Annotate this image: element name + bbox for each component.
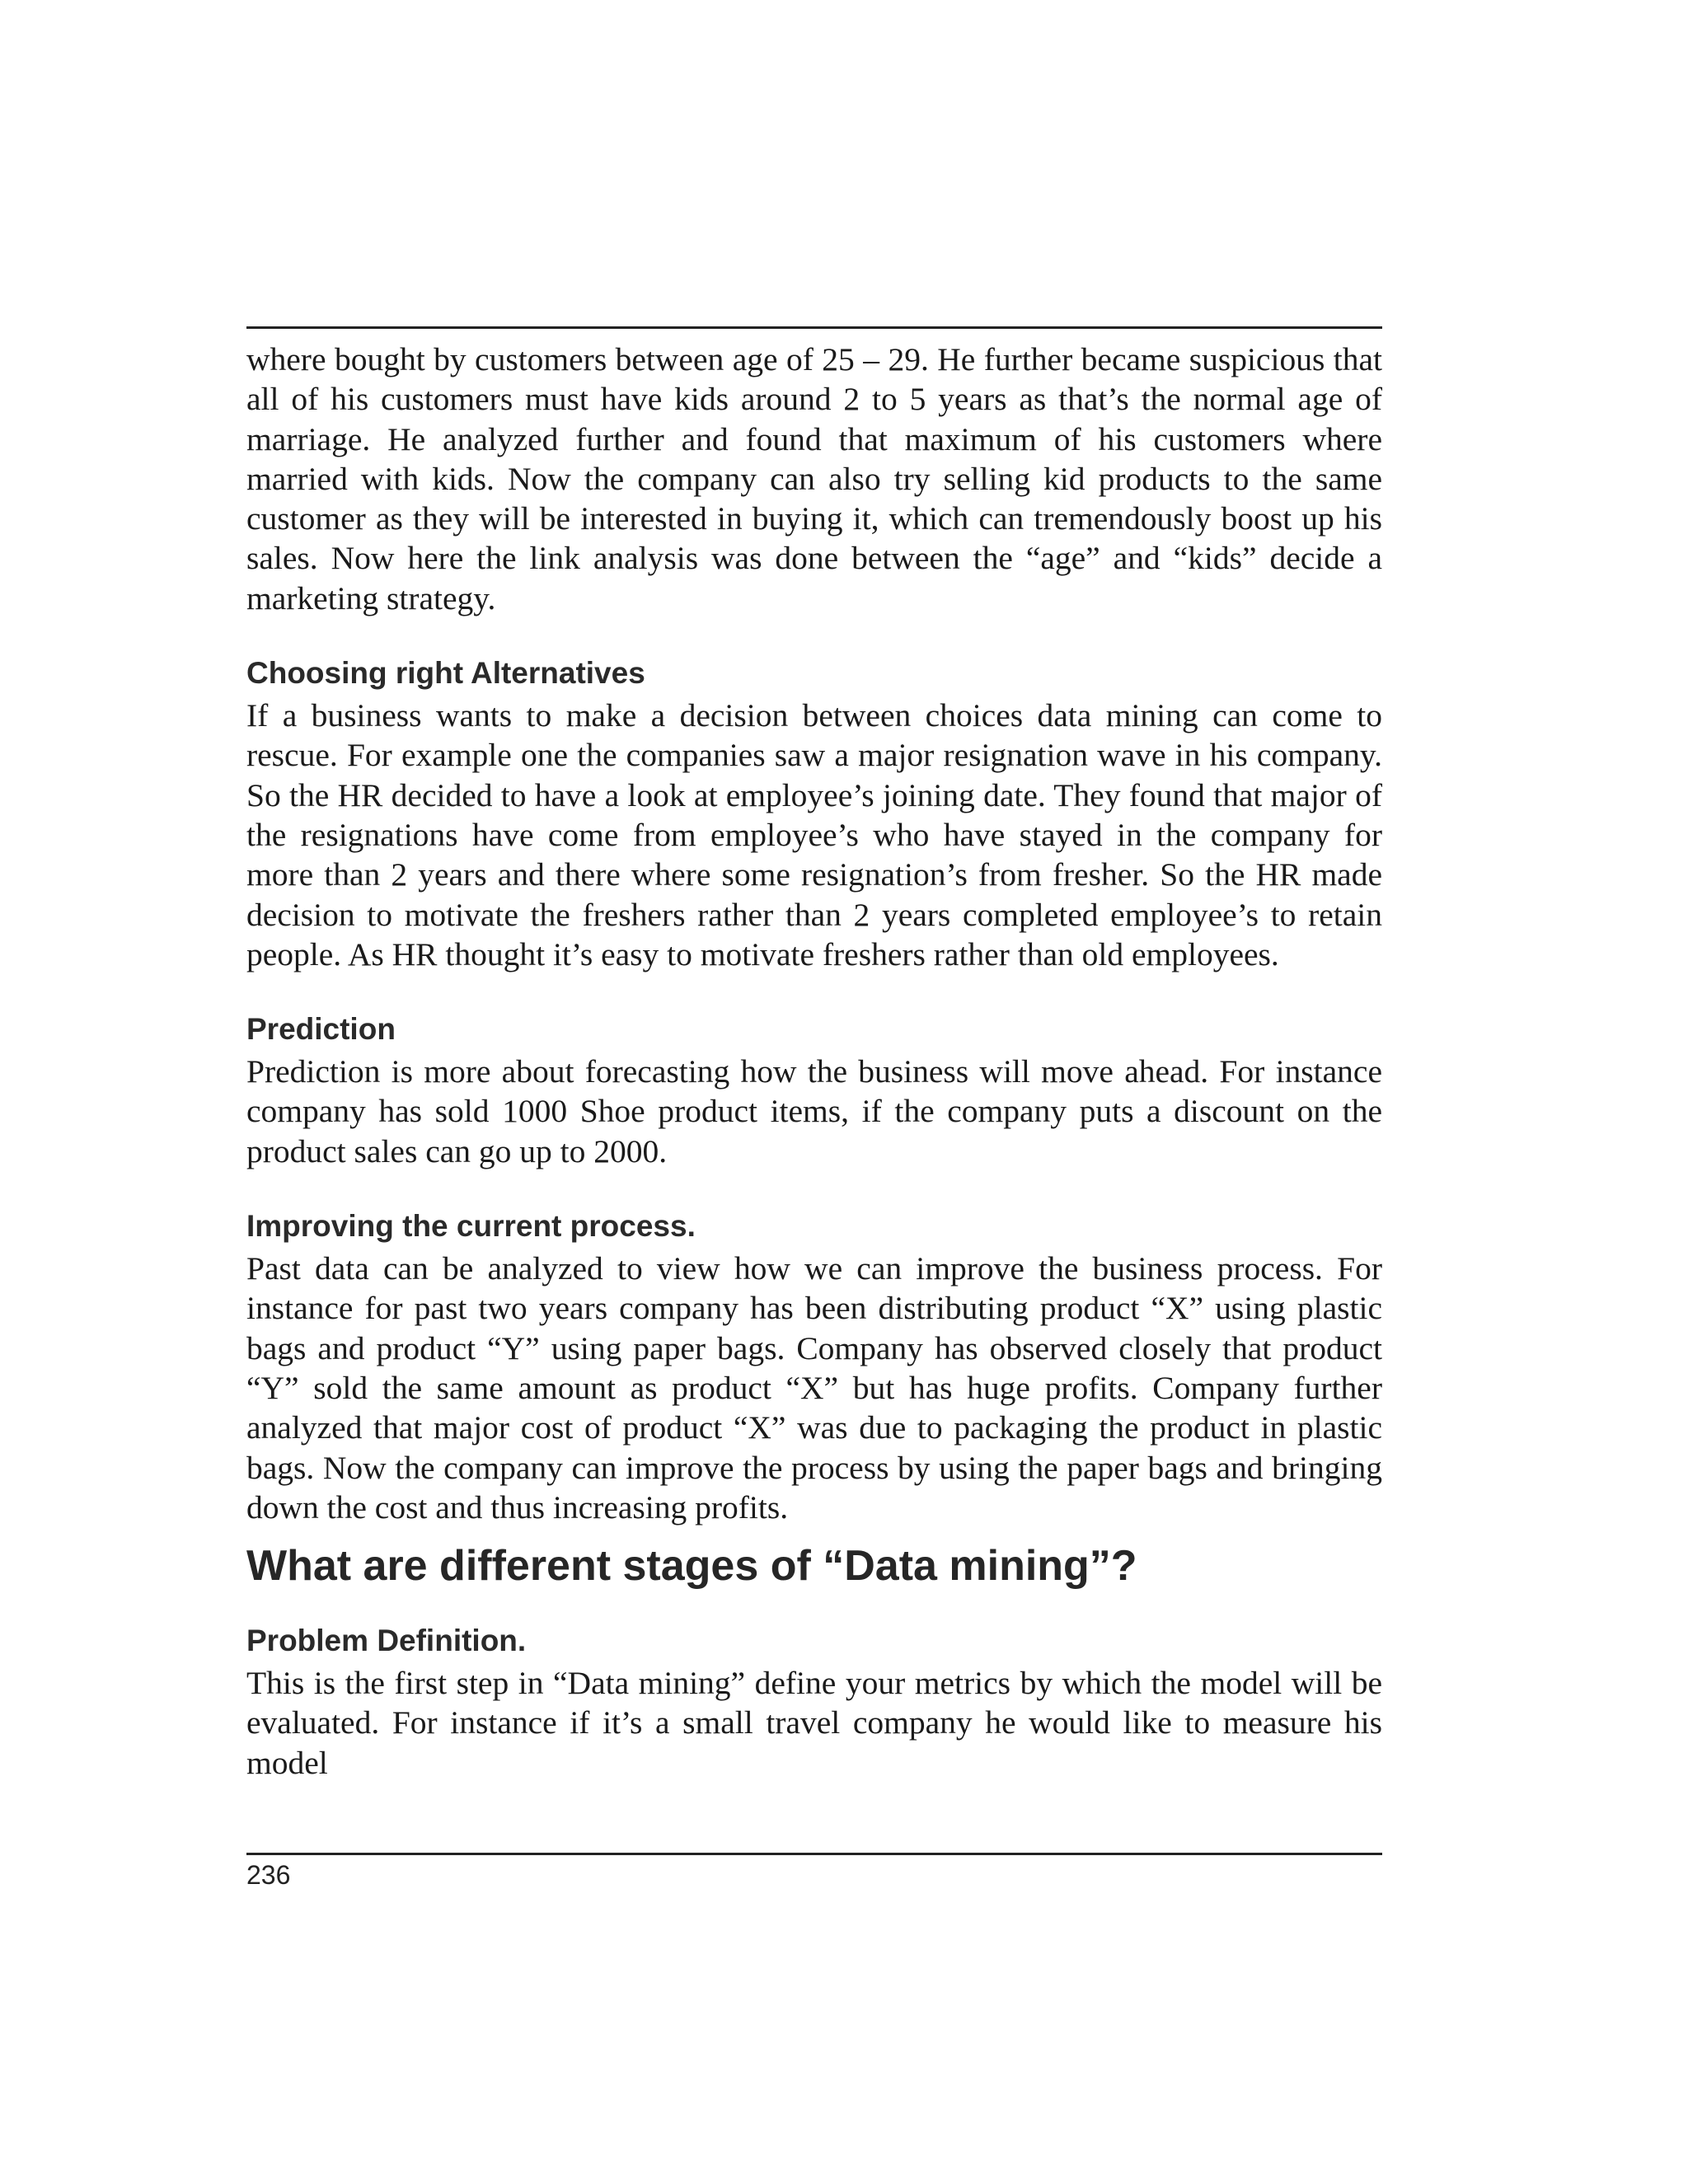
footer-rule — [246, 1853, 1382, 1855]
section-heading-choosing-right-alternatives: Choosing right Alternatives — [246, 656, 645, 691]
header-rule — [246, 326, 1382, 329]
page-content — [246, 340, 1382, 1783]
intro-paragraph: where bought by customers between age of 25 – 29. He further became suspicious that all of his customers must have kids around 2 to 5 years as that’s the normal age of marriage. He analyzed further and found that maximum of his customers where married with kids. Now the company can also try selling kid products to the same customer as they will be interested in buying it, which can tremendously boost up his sales. Now here the link analysis was done between the “age” and “kids” decide a marketing strategy. — [246, 341, 1382, 616]
section-paragraph-problem-definition: This is the first step in “Data mining” define your metrics by which the model will be evaluated. For instance if it’s a small travel company he would like to measure his model — [246, 1665, 1382, 1781]
chapter-heading-data-mining-stages: What are different stages of “Data mining”? — [246, 1542, 1137, 1591]
section-heading-problem-definition: Problem Definition. — [246, 1624, 527, 1658]
section-paragraph-choosing-right-alternatives: If a business wants to make a decision between choices data mining can come to rescue. For example one the companies saw a major resignation wave in his company. So the HR decided to have a look at employee’s joining date. They found that major of the resignations have come from employee’s who have stayed in the company for more than 2 years and there where some resignation’s from fresher. So the HR made decision to motivate the freshers rather than 2 years completed employee’s to retain people. As HR thought it’s easy to motivate freshers rather than old employees. — [246, 697, 1382, 972]
section-paragraph-prediction: Prediction is more about forecasting how the business will move ahead. For instance company has sold 1000 Shoe product items, if the company puts a discount on the product sales can go up to 2000. — [246, 1053, 1382, 1169]
page-number: 236 — [246, 1860, 291, 1890]
section-heading-prediction: Prediction — [246, 1012, 396, 1047]
section-paragraph-improving-current-process: Past data can be analyzed to view how we can improve the business process. For instance for past two years company has been distributing product “X” using plastic bags and product “Y” using paper bags. Company has observed closely that product “Y” sold the same amount as product “X” but has huge profits. Company further analyzed that major cost of product “X” was due to packaging the product in plastic bags. Now the company can improve the process by using the paper bags and bringing down the cost and thus increasing profits. — [246, 1250, 1382, 1526]
section-heading-improving-current-process: Improving the current process. — [246, 1209, 696, 1244]
